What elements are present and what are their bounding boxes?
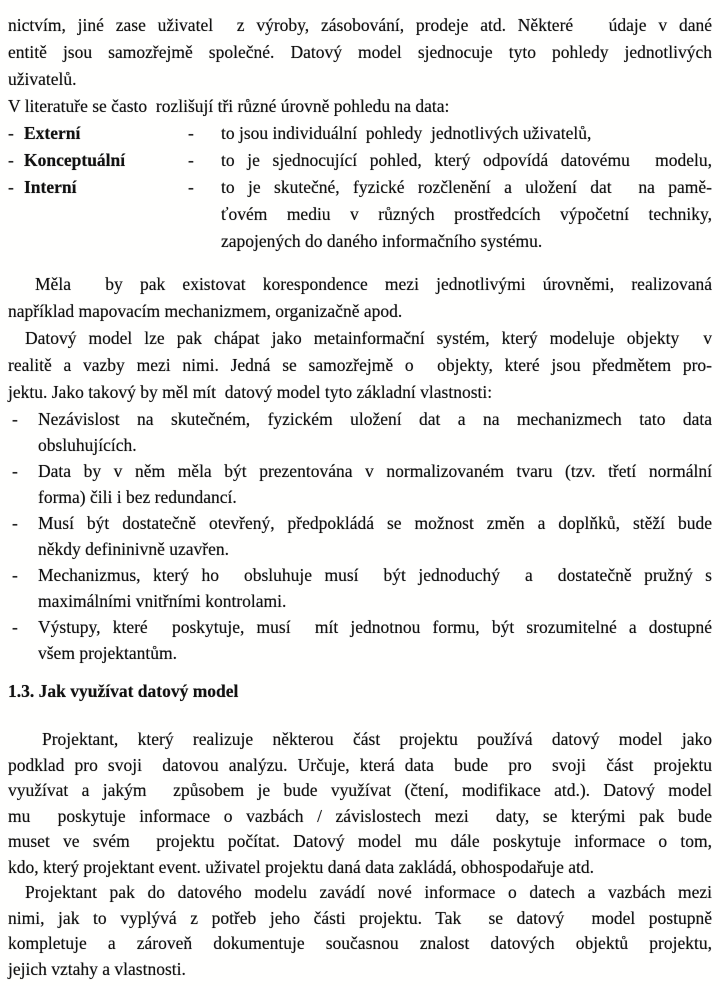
text-line: mu poskytuje informace o vazbách / závislostech mezi daty, se kterými pak bude	[8, 805, 712, 826]
property-text	[38, 614, 712, 666]
level-text	[221, 147, 712, 174]
level-row-konceptualni	[8, 147, 712, 174]
property-item	[8, 562, 712, 614]
text-line: muset ve svém projektu počítat. Datový model mu dále poskytuje informace o tom,	[8, 831, 712, 851]
text-line: Měla by pak existovat korespondence mezi jednotlivými úrovněmi, realizovaná	[35, 274, 712, 294]
text-line: někdy defininivně uzavřen.	[38, 539, 229, 559]
text-line: kompletuje a zároveň dokumentuje současnou znalost datových objektů projektu,	[8, 933, 712, 953]
paragraph-gap	[8, 255, 712, 271]
text-line: Projektant, který realizuje některou část projektu používá datový model jako	[42, 729, 712, 749]
level-row-externi	[8, 120, 712, 147]
level-text	[221, 120, 712, 147]
property-text	[38, 406, 712, 458]
level-label: Externí	[24, 123, 81, 143]
property-item	[8, 510, 712, 562]
dash-separator: -	[188, 150, 194, 170]
text-line: Projektant pak do datového modelu zavádí nové informace o datech a vazbách mezi	[25, 882, 712, 902]
projektant-paragraph-1	[8, 727, 712, 880]
property-item	[8, 458, 712, 510]
section-heading: 1.3. Jak využívat datový model	[8, 681, 239, 701]
text-line: Mechanizmus, který ho obsluhuje musí být jednoduchý a dostatečně pružný s	[38, 565, 712, 585]
dash-bullet: -	[12, 617, 18, 637]
intro-paragraph	[8, 12, 712, 93]
text-line: to je sjednocující pohled, který odpovídá datovému modelu,	[221, 150, 712, 170]
property-text	[38, 458, 712, 510]
level-label: Konceptuální	[24, 150, 126, 170]
text-line: všem projektantům.	[38, 643, 178, 663]
text-line: podklad pro svoji datovou analýzu. Určuje, která data bude pro svoji část projektu	[8, 754, 712, 775]
text-line: Musí být dostatečně otevřený, předpokládá se možnost změn a doplňků, stěží bude	[38, 513, 712, 533]
text-line: zapojených do daného informačního systému.	[221, 231, 543, 251]
text-line: uživatelů.	[8, 69, 77, 89]
levels-intro-line: V literatuře se často rozlišují tři různé úrovně pohledu na data:	[8, 96, 450, 116]
text-line: Datový model lze pak chápat jako metainformační systém, který modeluje objekty v	[25, 328, 712, 348]
dash-separator: -	[188, 123, 194, 143]
dash-bullet: -	[12, 565, 18, 585]
levels-list	[8, 120, 712, 255]
text-line: to jsou individuální pohledy jednotlivých uživatelů,	[221, 123, 592, 143]
text-line: maximálními vnitřními kontrolami.	[38, 591, 287, 611]
property-text	[38, 510, 712, 562]
text-line: jektu. Jako takový by měl mít datový model tyto základní vlastnosti:	[8, 382, 493, 402]
projektant-paragraph-2	[8, 880, 712, 982]
dash-bullet: -	[8, 177, 14, 197]
text-line: Data by v něm měla být prezentována v normalizovaném tvaru (tzv. třetí normální	[38, 461, 712, 481]
level-text	[221, 174, 712, 255]
dash-bullet: -	[12, 513, 18, 533]
text-line: obsluhujících.	[38, 435, 137, 455]
text-line: realitě a vazby mezi nimi. Jedná se samozřejmě o objekty, které jsou předmětem pro-	[8, 355, 712, 375]
dash-separator: -	[188, 177, 194, 197]
text-line: entitě jsou samozřejmě společné. Datový model sjednocuje tyto pohledy jednotlivých	[8, 42, 712, 62]
dash-bullet: -	[8, 150, 14, 170]
property-item	[8, 406, 712, 458]
text-line: využívat a jakým způsobem je bude využívat (čtení, modifikace atd.). Datový model	[8, 780, 712, 800]
property-text	[38, 562, 712, 614]
dash-bullet: -	[12, 409, 18, 429]
text-line: to je skutečné, fyzické rozčlenění a uložení dat na pamě-	[221, 177, 712, 197]
text-line: forma) čili i bez redundancí.	[38, 487, 237, 507]
korespondence-paragraph	[8, 271, 712, 325]
property-item	[8, 614, 712, 666]
level-label: Interní	[24, 177, 77, 197]
text-line: ťovém mediu v různých prostředcích výpočetní techniky,	[221, 204, 712, 224]
text-line: nictvím, jiné zase uživatel z výroby, zásobování, prodeje atd. Některé údaje v dané	[8, 15, 712, 35]
metainfo-paragraph	[8, 325, 712, 406]
text-line: Výstupy, které poskytuje, musí mít jednotnou formu, být srozumitelné a dostupné	[38, 617, 712, 637]
level-row-interni	[8, 174, 712, 255]
properties-list	[8, 406, 712, 666]
dash-bullet: -	[8, 123, 14, 143]
text-line: jejich vztahy a vlastnosti.	[8, 958, 186, 979]
text-line: kdo, který projektant event. uživatel projektu daná data zakládá, obhospodařuje atd.	[8, 856, 595, 877]
text-line: například mapovacím mechanizmem, organizačně apod.	[8, 301, 403, 321]
text-line: Nezávislost na skutečném, fyzickém uložení dat a na mechanizmech tato data	[38, 409, 712, 429]
text-line: nimi, jak to vyplývá z potřeb jeho části projektu. Tak se datový model postupně	[8, 907, 712, 928]
dash-bullet: -	[12, 461, 18, 481]
